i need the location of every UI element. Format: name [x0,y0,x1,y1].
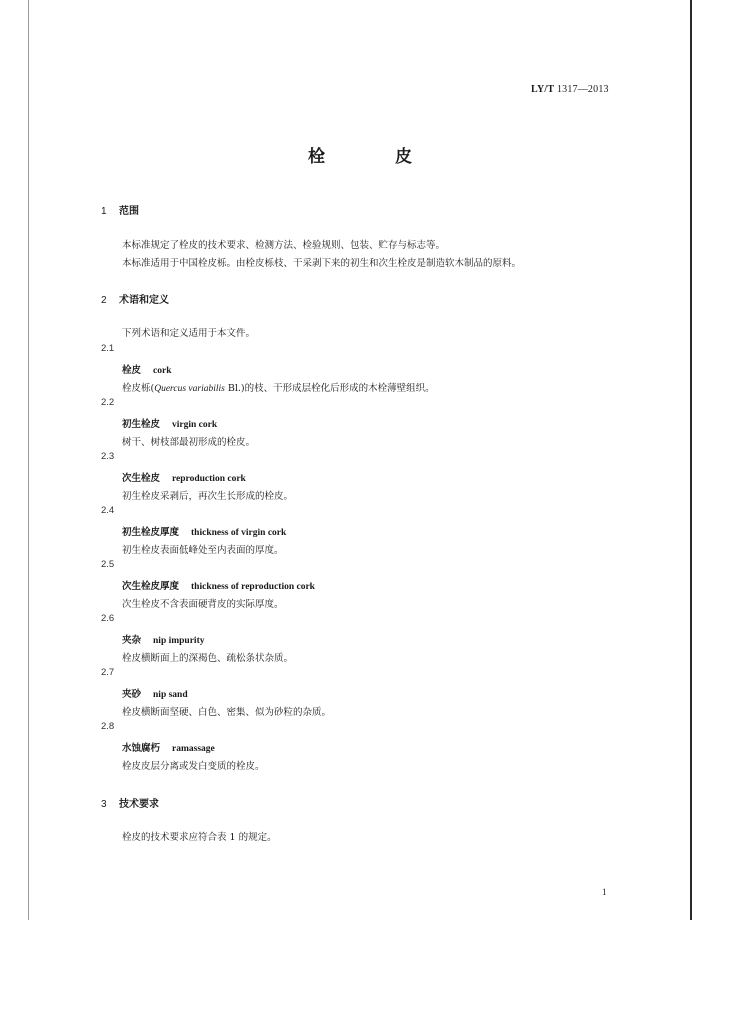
section-1-para-2: 本标准适用于中国栓皮栎。由栓皮栎枝、干采剥下来的初生和次生栓皮是制造软木制品的原料。 [122,258,522,269]
section-2-heading: 2 术语和定义 [101,295,169,306]
term-definition: 栓皮栎(Quercus variabilis Bl.)的枝、干形成层栓化后形成的木栓薄壁组织。 [122,383,435,394]
term-number: 2.6 [101,613,115,624]
section-1-para-1: 本标准规定了栓皮的技术要求、检测方法、检验规则、包装、贮存与标志等。 [122,240,446,251]
term-definition: 次生栓皮不含表面硬背皮的实际厚度。 [122,599,284,610]
standard-number: LY/T 1317—2013 [531,84,609,95]
term-number: 2.1 [101,343,115,354]
document-title: 栓皮 [308,147,482,167]
term-definition: 初生栓皮表面低峰处至内表面的厚度。 [122,545,284,556]
section-2-intro: 下列术语和定义适用于本文件。 [122,328,256,339]
term-definition: 初生栓皮采剥后，再次生长形成的栓皮。 [122,491,294,502]
term-number: 2.4 [101,505,115,516]
section-3-para-1: 栓皮的技术要求应符合表 1 的规定。 [122,832,277,843]
section-3-heading: 3 技术要求 [101,799,159,810]
term-heading: 次生栓皮厚度 thickness of reproduction cork [122,581,315,592]
term-definition: 树干、树枝部最初形成的栓皮。 [122,437,256,448]
page-number: 1 [602,887,607,897]
term-number: 2.5 [101,559,115,570]
term-definition: 栓皮横断面坚硬、白色、密集、似为砂粒的杂质。 [122,707,332,718]
term-definition: 栓皮横断面上的深褐色、疏松条状杂质。 [122,653,294,664]
term-heading: 初生栓皮厚度 thickness of virgin cork [122,527,287,538]
term-heading: 水蚀腐朽 ramassage [122,743,215,754]
section-1-heading: 1 范围 [101,206,139,217]
term-heading: 次生栓皮 reproduction cork [122,473,246,484]
term-number: 2.3 [101,451,115,462]
scan-edge-right [690,0,692,920]
term-number: 2.7 [101,667,115,678]
term-definition: 栓皮皮层分离或发白变质的栓皮。 [122,761,265,772]
term-number: 2.2 [101,397,115,408]
term-heading: 栓皮 cork [122,365,172,376]
term-heading: 初生栓皮 virgin cork [122,419,218,430]
term-heading: 夹砂 nip sand [122,689,188,700]
scan-edge-left [28,0,29,920]
term-heading: 夹杂 nip impurity [122,635,205,646]
term-number: 2.8 [101,721,115,732]
